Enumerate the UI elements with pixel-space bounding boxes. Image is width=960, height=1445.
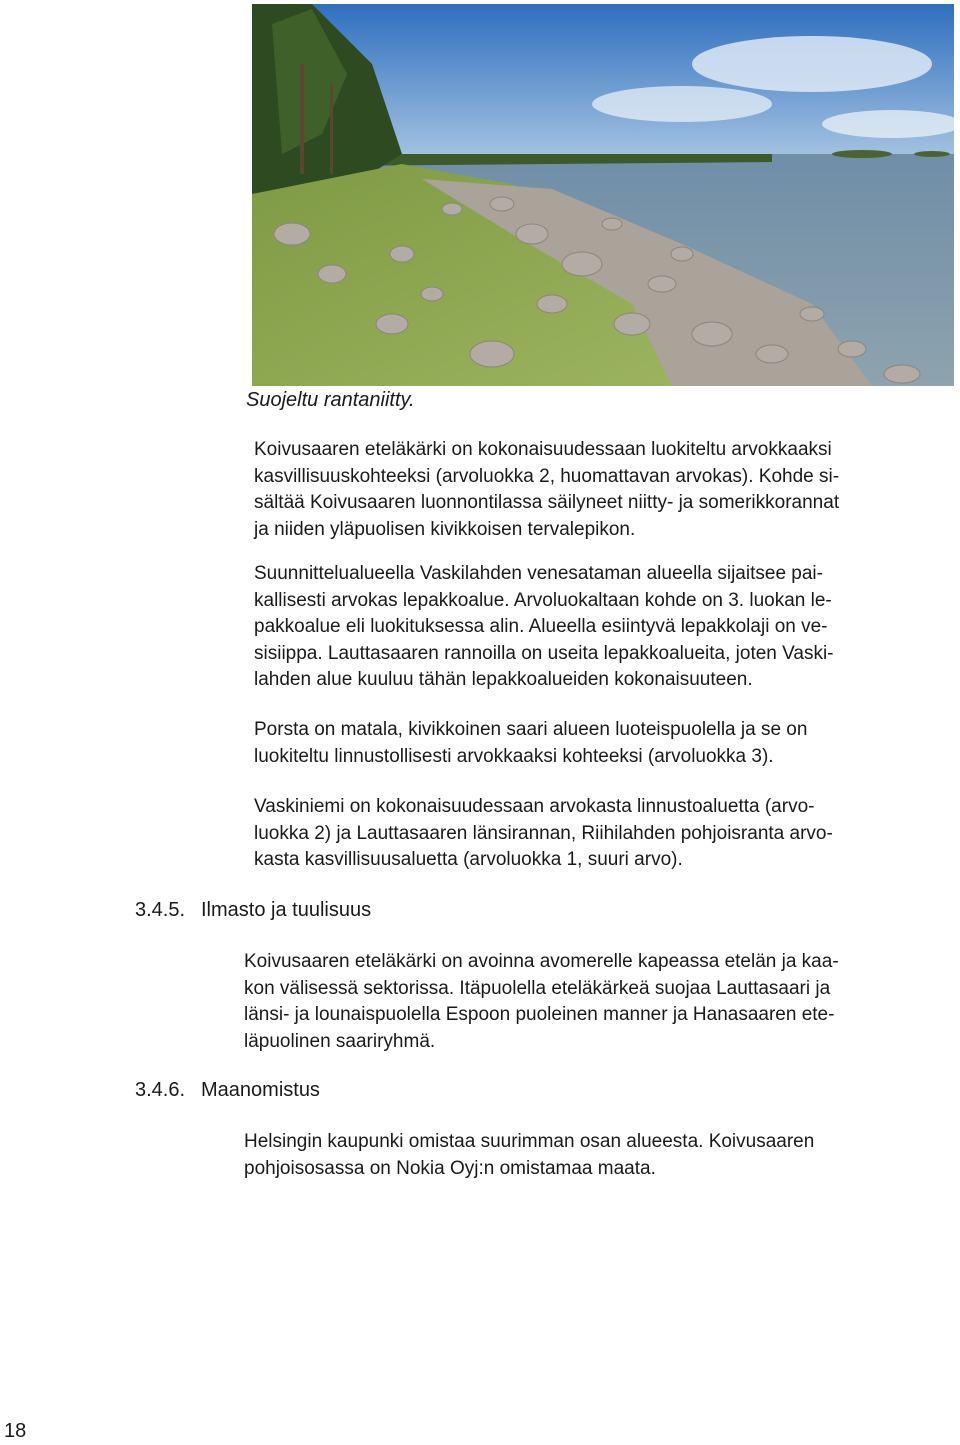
text-line: Helsingin kaupunki omistaa suurimman osan alueesta. Koivusaaren xyxy=(244,1131,815,1152)
section-title: Ilmasto ja tuulisuus xyxy=(201,899,372,921)
shore-meadow-illustration xyxy=(252,4,954,386)
text-line: sältää Koivusaaren luonnontilassa säilyneet niitty- ja somerikkorannat xyxy=(254,492,840,513)
text-line: ja niiden yläpuolisen kivikkoisen tervalepikon. xyxy=(254,518,636,540)
text-line: lahden alue kuuluu tähän lepakkoalueiden kokonaisuuteen. xyxy=(254,669,753,690)
paragraph-climate xyxy=(244,949,839,1055)
paragraph-porsta xyxy=(254,717,807,770)
text-line: Koivusaaren eteläkärki on avoinna avomerelle kapeassa etelän ja kaa- xyxy=(244,951,839,972)
section-heading-climate xyxy=(135,896,371,924)
paragraph-koivusaari-value xyxy=(254,437,839,543)
shore-meadow-photo xyxy=(252,4,954,386)
text-line: läpuolinen saariryhmä. xyxy=(244,1030,436,1052)
text-line: Vaskiniemi on kokonaisuudessaan arvokasta linnustoaluetta (arvo- xyxy=(254,796,815,817)
text-line: pakkoalue eli luokituksessa alin. Alueella esiintyvä lepakkolaji on ve- xyxy=(254,616,828,637)
text-line: kasta kasvillisuusaluetta (arvoluokka 1, suuri arvo). xyxy=(254,849,683,870)
paragraph-land-ownership xyxy=(244,1129,814,1182)
text-line: luokiteltu linnustollisesti arvokkaaksi kohteeksi (arvoluokka 3). xyxy=(254,745,774,767)
text-line: Suunnittelualueella Vaskilahden venesataman alueella sijaitsee pai- xyxy=(254,563,823,584)
section-number: 3.4.5. xyxy=(135,899,186,921)
paragraph-vaskiniemi xyxy=(254,794,833,874)
figure-caption: Suojeltu rantaniitty. xyxy=(246,389,415,411)
section-heading-land-ownership xyxy=(135,1076,320,1104)
text-line: pohjoisosassa on Nokia Oyj:n omistamaa maata. xyxy=(244,1157,656,1179)
text-line: Koivusaaren eteläkärki on kokonaisuudessaan luokiteltu arvokkaaksi xyxy=(254,439,832,460)
text-line: länsi- ja lounaispuolella Espoon puoleinen manner ja Hanasaaren ete- xyxy=(244,1004,835,1025)
text-line: luokka 2) ja Lauttasaaren länsirannan, Riihilahden pohjoisranta arvo- xyxy=(254,822,833,844)
text-line: sisiippa. Lauttasaaren rannoilla on useita lepakkoalueita, joten Vaski- xyxy=(254,642,834,664)
text-line: Porsta on matala, kivikkoinen saari alueen luoteispuolella ja se on xyxy=(254,719,808,740)
section-title: Maanomistus xyxy=(201,1079,320,1101)
section-number: 3.4.6. xyxy=(135,1079,186,1101)
text-line: kasvillisuuskohteeksi (arvoluokka 2, huomattavan arvokas). Kohde si- xyxy=(254,465,840,487)
paragraph-bat-area xyxy=(254,561,834,694)
text-line: kallisesti arvokas lepakkoalue. Arvoluokaltaan kohde on 3. luokan le- xyxy=(254,589,832,611)
text-line: kon välisessä sektorissa. Itäpuolella eteläkärkeä suojaa Lauttasaari ja xyxy=(244,977,831,999)
page-number: 18 xyxy=(4,1420,27,1442)
